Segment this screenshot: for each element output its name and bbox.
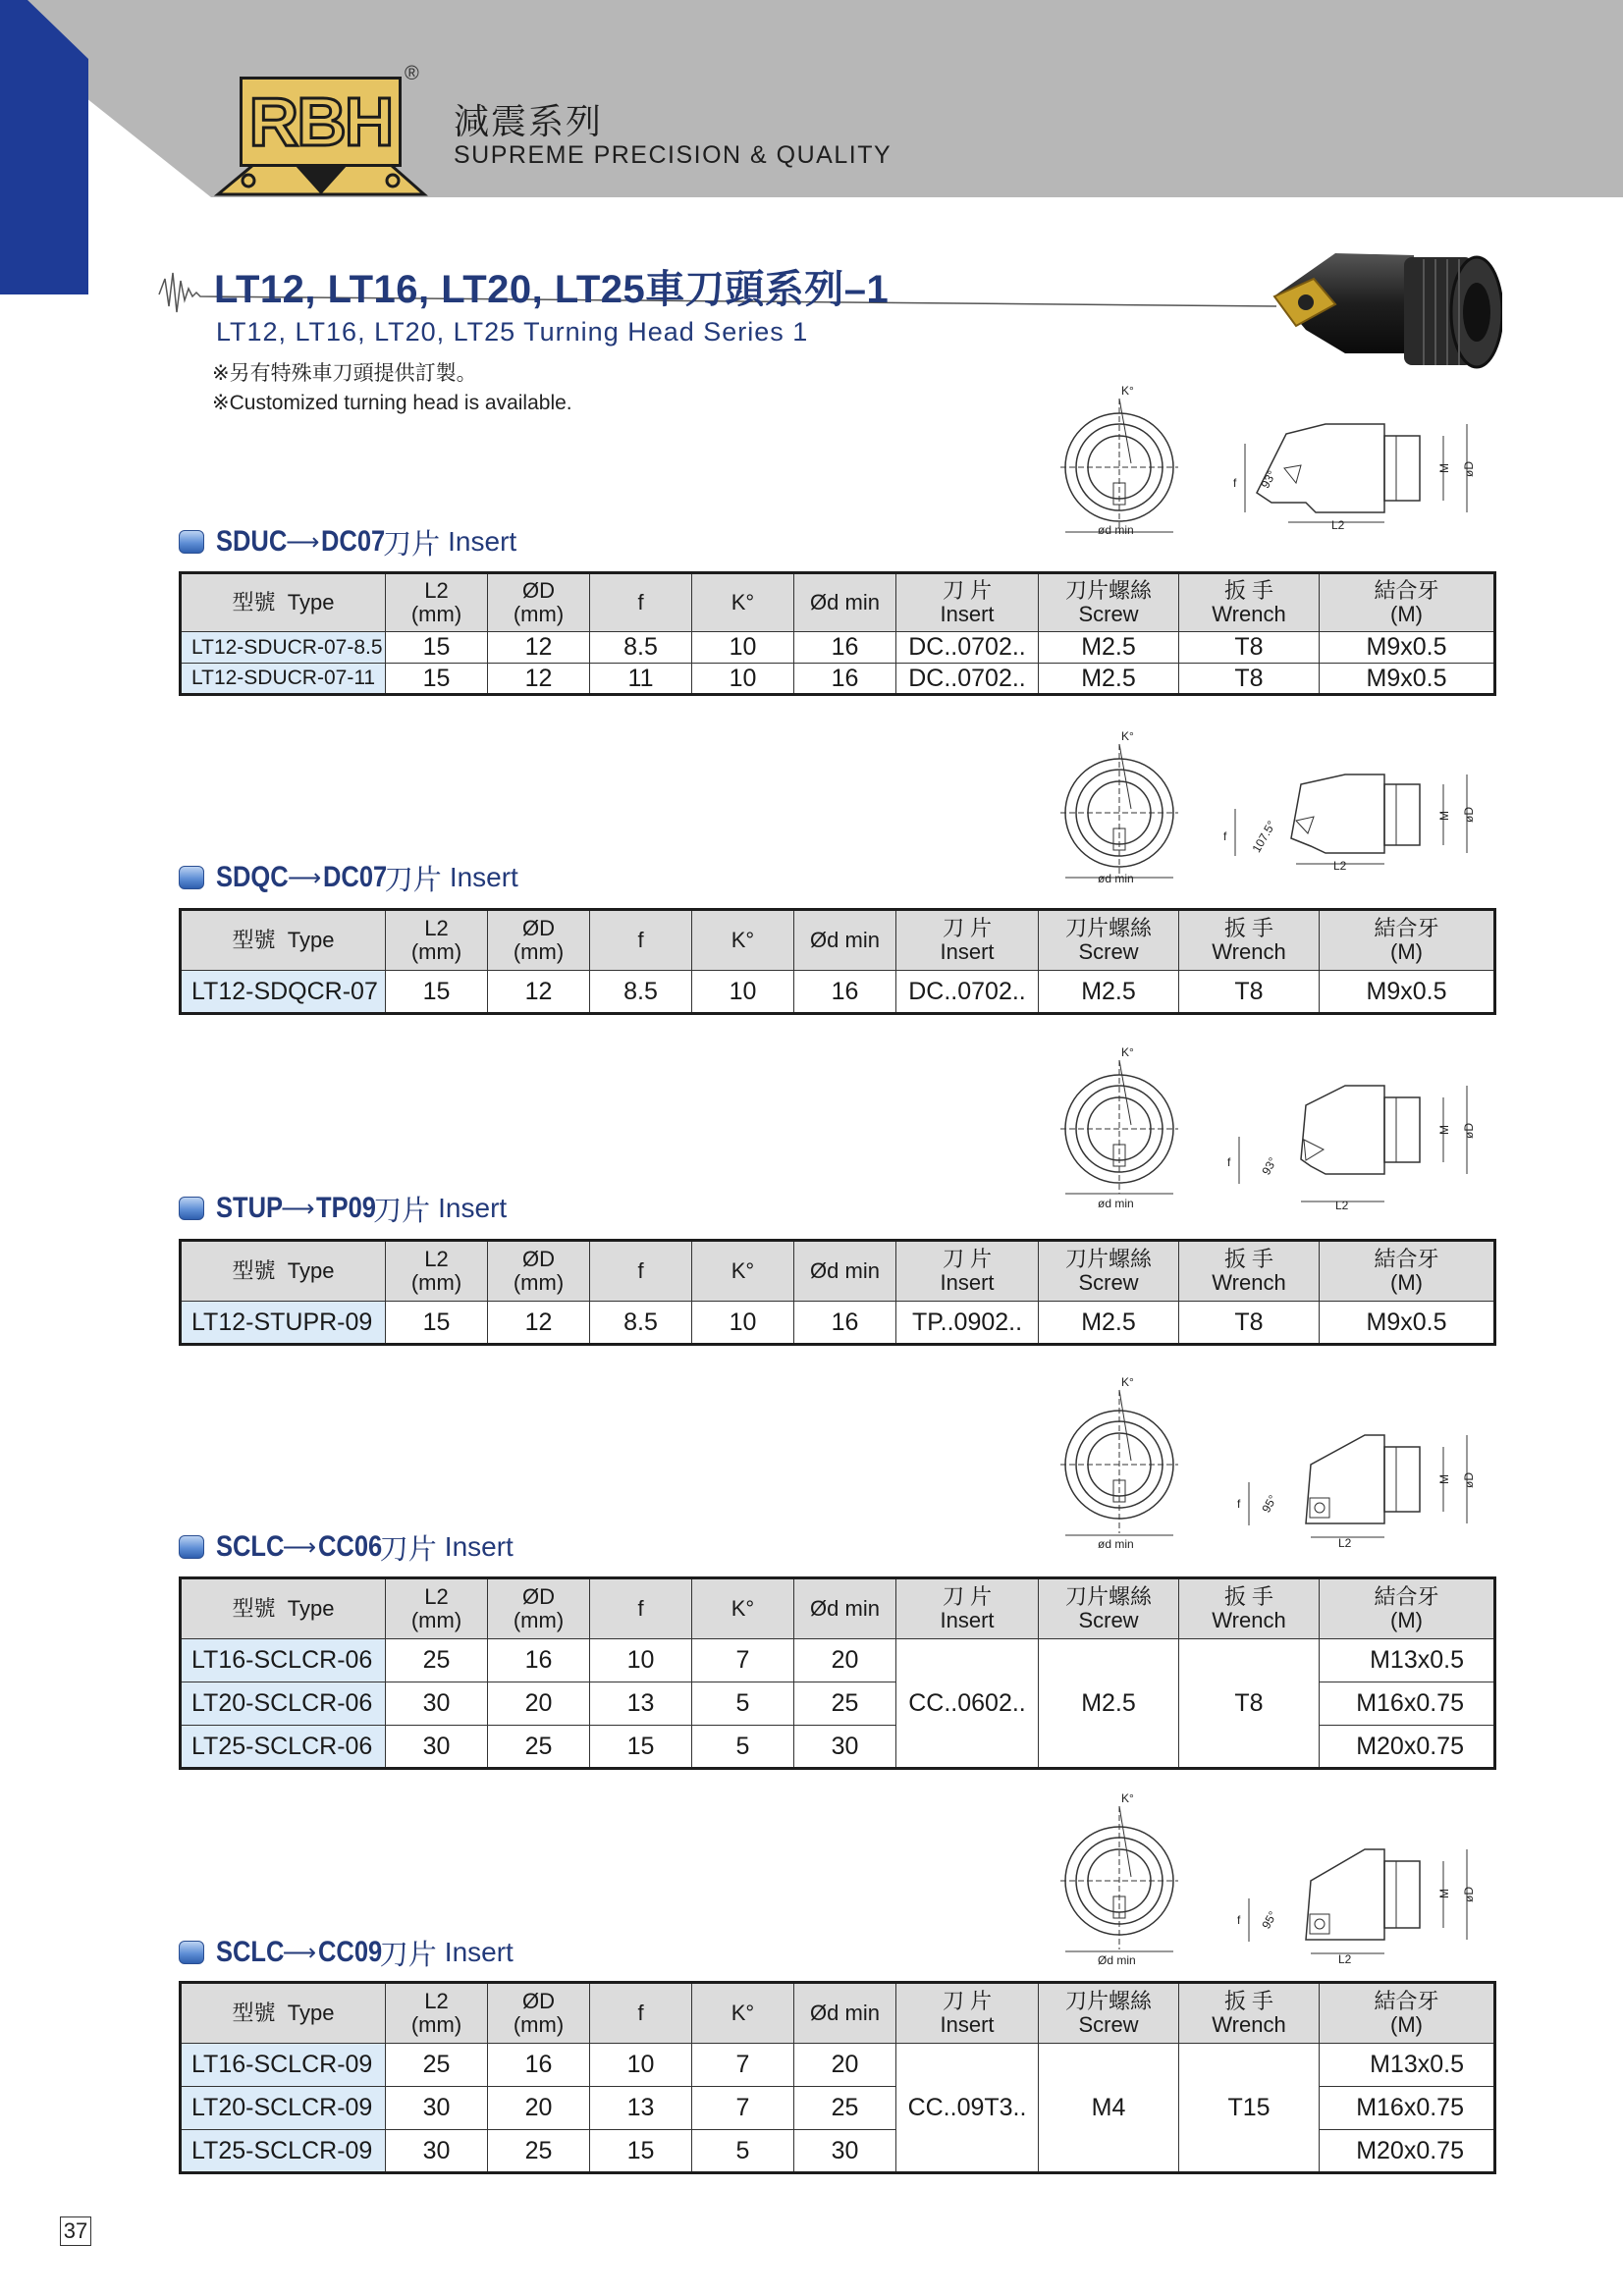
holder-code: SCLC [216,1936,285,1968]
svg-text:øD: øD [1462,1887,1476,1902]
page-number: 37 [60,2216,91,2246]
svg-text:M: M [1437,1889,1451,1898]
holder-code: SDQC [216,861,289,893]
sdqc-drawing [1060,730,1512,897]
stup-drawing [1060,1046,1512,1213]
section-bullet-icon [179,866,204,889]
col-screw: 刀片螺絲 Screw [1039,573,1179,632]
svg-text:K°: K° [1121,1792,1134,1805]
holder-code: SDUC [216,525,288,558]
section-heading-stup: STUP ⟶ TP09 刀片 Insert [179,1191,507,1226]
insert-code: CC09 [318,1936,383,1968]
registered-mark: ® [405,63,419,84]
table-row: LT12-STUPR-09 15 12 8.5 10 16 TP..0902.. M2.5 T8 M9x0.5 [181,1302,1495,1345]
table-row: LT25-SCLCR-06 30 25 15 5 30 M20x0.75 [181,1726,1495,1769]
svg-text:øD: øD [1462,1472,1476,1488]
svg-text:øD: øD [1462,807,1476,823]
section-bullet-icon [179,1197,204,1220]
approach-angle: 95° [1259,1492,1280,1516]
svg-text:K°: K° [1121,1046,1134,1059]
insert-code: CC06 [318,1530,383,1563]
col-f: f [590,573,692,632]
insert-code: DC07 [323,861,388,893]
svg-text:M: M [1437,1474,1451,1484]
sduc-drawing [1060,385,1512,552]
spec-table-sdqc: 型號 Type L2 (mm) ØD (mm) f K° Ød min 刀 片 Insert 刀片螺絲 Screw 扳 手 Wrench 結合牙 (M) LT12-SDQCR-07 15 12 8.5 10 16 DC..0702.. M2.5 T8 M9x0.5 [179,908,1496,1015]
approach-angle: 93° [1259,1154,1280,1178]
table-row: LT16-SCLCR-06 25 16 10 7 20 CC..0602.. M2.5 T8 M13x0.5 [181,1639,1495,1682]
section-heading-sclc-cc06: SCLC ⟶ CC06 刀片 Insert [179,1529,514,1565]
insert-label-en: Insert [448,526,517,557]
arrow-right-icon: ⟶ [282,1533,317,1561]
section-bullet-icon [179,1941,204,1964]
svg-text:ød min: ød min [1098,1537,1134,1551]
approach-angle: 95° [1259,1908,1280,1932]
section-bullet-icon [179,530,204,554]
spec-table-sclc-cc09: 型號 Type L2 (mm) ØD (mm) f K° Ød min 刀 片 Insert 刀片螺絲 Screw 扳 手 Wrench 結合牙 (M) LT16-SCLCR-09 25 16 10 7 20 CC..09T3.. M4 T15 M13x0.5 LT20-SCLCR-09 30 20 13 7 25 M16x0.75 LT25-SCLCR-09 30 25 15 5 30 M20x0.75 [179,1981,1496,2174]
note-zh: ※另有特殊車刀頭提供訂製。 [212,362,477,385]
spec-table-sclc-cc06: 型號 Type L2 (mm) ØD (mm) f K° Ød min 刀 片 Insert 刀片螺絲 Screw 扳 手 Wrench 結合牙 (M) LT16-SCLCR-06 25 16 10 7 20 CC..0602.. M2.5 T8 M13x0.5 LT20-SCLCR-06 30 20 13 5 25 M16x0.75 LT25-SCLCR-06 30 25 15 5 30 M20x0.75 [179,1576,1496,1770]
section-heading-sduc [179,524,516,560]
table-row: LT12-SDUCR-07-8.5 15 12 8.5 10 16 DC..0702.. M2.5 T8 M9x0.5 [181,632,1495,664]
table-row: LT25-SCLCR-09 30 25 15 5 30 M20x0.75 [181,2130,1495,2173]
svg-text:ød min: ød min [1098,872,1134,885]
spec-table-stup: 型號 Type L2 (mm) ØD (mm) f K° Ød min 刀 片 Insert 刀片螺絲 Screw 扳 手 Wrench 結合牙 (M) LT12-STUPR-09 15 12 8.5 10 16 TP..0902.. M2.5 T8 M9x0.5 [179,1239,1496,1346]
col-thread: 結合牙 (M) [1320,573,1495,632]
svg-text:f: f [1237,1913,1241,1927]
svg-text:M: M [1437,811,1451,821]
rbh-logo [240,77,402,167]
arrow-right-icon: ⟶ [287,864,322,891]
table-row: LT12-SDQCR-07 15 12 8.5 10 16 DC..0702.. M2.5 T8 M9x0.5 [181,971,1495,1014]
table-row: LT12-SDUCR-07-11 15 12 11 10 16 DC..0702.. M2.5 T8 M9x0.5 [181,664,1495,695]
svg-text:f: f [1237,1497,1241,1511]
insert-code: DC07 [321,525,386,558]
page-title: LT12, LT16, LT20, LT25車刀頭系列–1 [214,268,890,311]
svg-text:ød min: ød min [1098,1197,1134,1210]
svg-text:f: f [1227,1155,1231,1169]
note-en: ※Customized turning head is available. [212,392,572,414]
table-row: LT20-SCLCR-09 30 20 13 7 25 M16x0.75 [181,2087,1495,2130]
arrow-right-icon: ⟶ [281,1195,315,1222]
svg-text:Ød min: Ød min [1098,1953,1136,1967]
m-label: M [1437,463,1451,473]
section-heading-sdqc: SDQC ⟶ DC07 刀片 Insert [179,860,518,895]
sclc-cc06-drawing [1060,1376,1512,1553]
turning-head-image [1267,236,1502,393]
brand-en: SUPREME PRECISION & QUALITY [454,141,893,169]
spec-table-sduc [179,571,1496,696]
page-subtitle: LT12, LT16, LT20, LT25 Turning Head Series 1 [216,317,809,347]
svg-text:L2: L2 [1338,1952,1352,1966]
svg-text:M: M [1437,1125,1451,1135]
svg-text:K°: K° [1121,1376,1134,1389]
svg-text:øD: øD [1462,1123,1476,1139]
col-od: ØD (mm) [488,573,590,632]
insert-code: TP09 [316,1192,377,1224]
k-angle-label: K° [1121,385,1134,398]
svg-text:L2: L2 [1335,1199,1349,1212]
approach-angle: 93° [1258,468,1279,491]
svg-text:L2: L2 [1338,1536,1352,1550]
table-row: LT16-SCLCR-09 25 16 10 7 20 CC..09T3.. M4 T15 M13x0.5 [181,2044,1495,2087]
col-dmin: Ød min [794,573,896,632]
arrow-right-icon: ⟶ [282,1939,317,1966]
approach-angle: 107.5° [1249,818,1279,855]
l2-label: L2 [1331,518,1345,532]
col-k: K° [692,573,794,632]
svg-text:K°: K° [1121,730,1134,743]
arrow-right-icon: ⟶ [286,528,320,556]
holder-code: STUP [216,1192,284,1224]
section-bullet-icon [179,1535,204,1559]
dmin-label: ød min [1098,523,1134,537]
col-insert: 刀 片 Insert [896,573,1039,632]
col-l2: L2 (mm) [386,573,488,632]
svg-text:L2: L2 [1333,859,1347,873]
logo-text: RBH [248,83,393,160]
section-heading-sclc-cc09: SCLC ⟶ CC09 刀片 Insert [179,1935,514,1970]
brand-zh: 減震系列 [454,101,604,141]
svg-text:f: f [1223,829,1227,843]
od-label: øD [1462,461,1476,477]
col-type: 型號 Type [181,573,386,632]
insert-label-zh: 刀片 [383,528,441,561]
holder-code: SCLC [216,1530,285,1563]
sclc-cc09-drawing [1060,1792,1512,1969]
col-wrench: 扳 手 Wrench [1179,573,1320,632]
f-label: f [1233,476,1237,490]
table-row: LT20-SCLCR-06 30 20 13 5 25 M16x0.75 [181,1682,1495,1726]
